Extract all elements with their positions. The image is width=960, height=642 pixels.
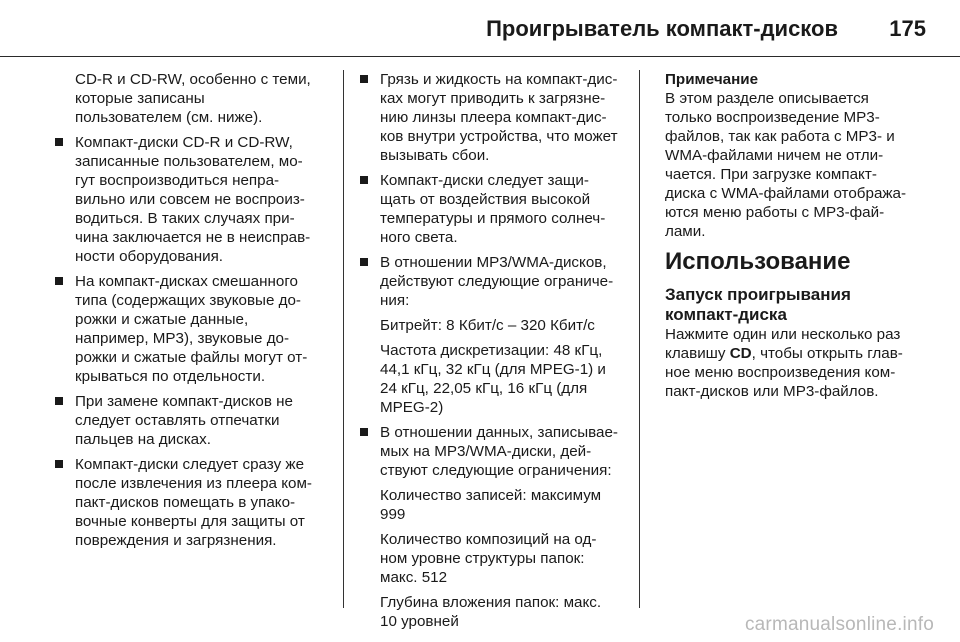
bullet-item [357,423,637,480]
text-line: 999 [380,506,406,523]
text-line: 10 уровней [380,613,459,630]
square-bullet-icon [55,138,63,146]
text-line: ния: [380,292,410,309]
text-line: ное меню воспроизведения ком- [665,364,896,381]
text-line: нию линзы плеера компакт-дис- [380,109,607,126]
sub-paragraph [357,486,637,524]
text-line: рожки и сжатые данные, [75,311,249,328]
text-line: Количество композиций на од- [380,531,597,548]
sub-paragraph [357,316,637,335]
bullet-item [357,70,637,165]
text-line: крываться по отдельности. [75,368,266,385]
text-line: WMA-файлами ничем не отли- [665,147,884,164]
text-line: макс. 512 [380,569,448,586]
continued-paragraph [52,70,338,127]
note-title: Примечание [665,71,759,88]
text-line: В отношении MP3/WMA-дисков, [380,254,607,271]
text-line: чается. При загрузке компакт- [665,166,877,183]
text-line: Битрейт: 8 Кбит/с – 320 Кбит/с [380,317,595,334]
text-line: пальцев на дисках. [75,431,211,448]
bullet-item [52,455,338,550]
text-line: щать от воздействия высокой [380,191,591,208]
text-line: водиться. В таких случаях при- [75,210,295,227]
text-line: файлов, так как работа с MP3- и [665,128,895,145]
text-line: Глубина вложения папок: макс. [380,594,602,611]
text-line: ках могут приводить к загрязне- [380,90,606,107]
text-line: вочные конверты для защиты от [75,513,305,530]
bullet-item [52,392,338,449]
text-line [665,344,945,363]
sub-paragraph [357,530,637,587]
note-block [665,70,945,241]
text-line: вызывать сбои. [380,147,490,164]
text-line: вильно или совсем не воспроиз- [75,191,305,208]
text-line: лами. [665,223,706,240]
text-line: пакт-дисков или MP3-файлов. [665,383,879,400]
text-span: , чтобы открыть глав- [751,345,903,362]
text-line: которые записаны [75,90,205,107]
text-line: 24 кГц, 22,05 кГц, 16 кГц (для [380,380,588,397]
cd-key-label: CD [729,345,752,362]
section-heading: Использование [665,248,851,275]
text-line: Частота дискретизации: 48 кГц, [380,342,603,359]
text-line: температуры и прямого солнеч- [380,210,606,227]
text-line: ков внутри устройства, что может [380,128,618,145]
square-bullet-icon [360,75,368,83]
text-line: типа (содержащих звуковые до- [75,292,301,309]
column-2 [357,70,637,637]
text-line: Количество записей: максимум [380,487,602,504]
bullet-item [52,272,338,386]
text-line: ного света. [380,229,458,246]
text-line: например, MP3), звуковые до- [75,330,290,347]
header-rule [0,56,960,57]
page-number: 175 [889,16,926,41]
text-line: диска с WMA-файлами отобража- [665,185,907,202]
text-line: Нажмите один или несколько раз [665,326,901,343]
text-line: повреждения и загрязнения. [75,532,277,549]
text-line: На компакт-дисках смешанного [75,273,298,290]
column-divider [639,70,640,608]
text-line: ном уровне структуры папок: [380,550,585,567]
text-line: ности оборудования. [75,248,224,265]
text-line: В отношении данных, записывае- [380,424,618,441]
sub-paragraph [357,341,637,417]
subsection-heading-line: Запуск проигрывания [665,285,851,304]
page-header [0,0,960,60]
square-bullet-icon [55,277,63,285]
square-bullet-icon [360,258,368,266]
subsection-heading-line: компакт-диска [665,305,787,324]
text-line: Грязь и жидкость на компакт-дис- [380,71,618,88]
column-3 [665,70,945,407]
text-line: после извлечения из плеера ком- [75,475,312,492]
column-divider [343,70,344,608]
text-line: рожки и сжатые файлы могут от- [75,349,308,366]
bullet-item [357,171,637,247]
text-span: клавишу [665,345,730,362]
text-line: ствуют следующие ограничения: [380,462,612,479]
text-line: ются меню работы с MP3-фай- [665,204,885,221]
square-bullet-icon [55,397,63,405]
text-line: чина заключается не в неисправ- [75,229,311,246]
column-1 [52,70,338,556]
square-bullet-icon [360,428,368,436]
text-line: только воспроизведение MP3- [665,109,880,126]
text-line: гут воспроизводиться непра- [75,172,280,189]
text-line: пакт-дисков помещать в упако- [75,494,296,511]
page-title: Проигрыватель компакт-дисков [486,16,838,41]
text-line: Компакт-диски следует сразу же [75,456,305,473]
instruction-paragraph [665,325,945,401]
text-line: CD-R и CD-RW, особенно с теми, [75,71,311,88]
text-line: записанные пользователем, мо- [75,153,303,170]
text-line: Компакт-диски следует защи- [380,172,589,189]
text-line: мых на MP3/WMA-диски, дей- [380,443,592,460]
square-bullet-icon [55,460,63,468]
square-bullet-icon [360,176,368,184]
sub-paragraph [357,593,637,631]
text-line: следует оставлять отпечатки [75,412,280,429]
text-line: 44,1 кГц, 32 кГц (для MPEG-1) и [380,361,606,378]
text-line: В этом разделе описывается [665,90,869,107]
bullet-item [357,253,637,310]
watermark: carmanualsonline.info [744,614,934,635]
text-line: MPEG-2) [380,399,444,416]
text-line: Компакт-диски CD-R и CD-RW, [75,134,293,151]
text-line: пользователем (см. ниже). [75,109,263,126]
text-line: При замене компакт-дисков не [75,393,293,410]
text-line: действуют следующие ограниче- [380,273,614,290]
bullet-item [52,133,338,266]
